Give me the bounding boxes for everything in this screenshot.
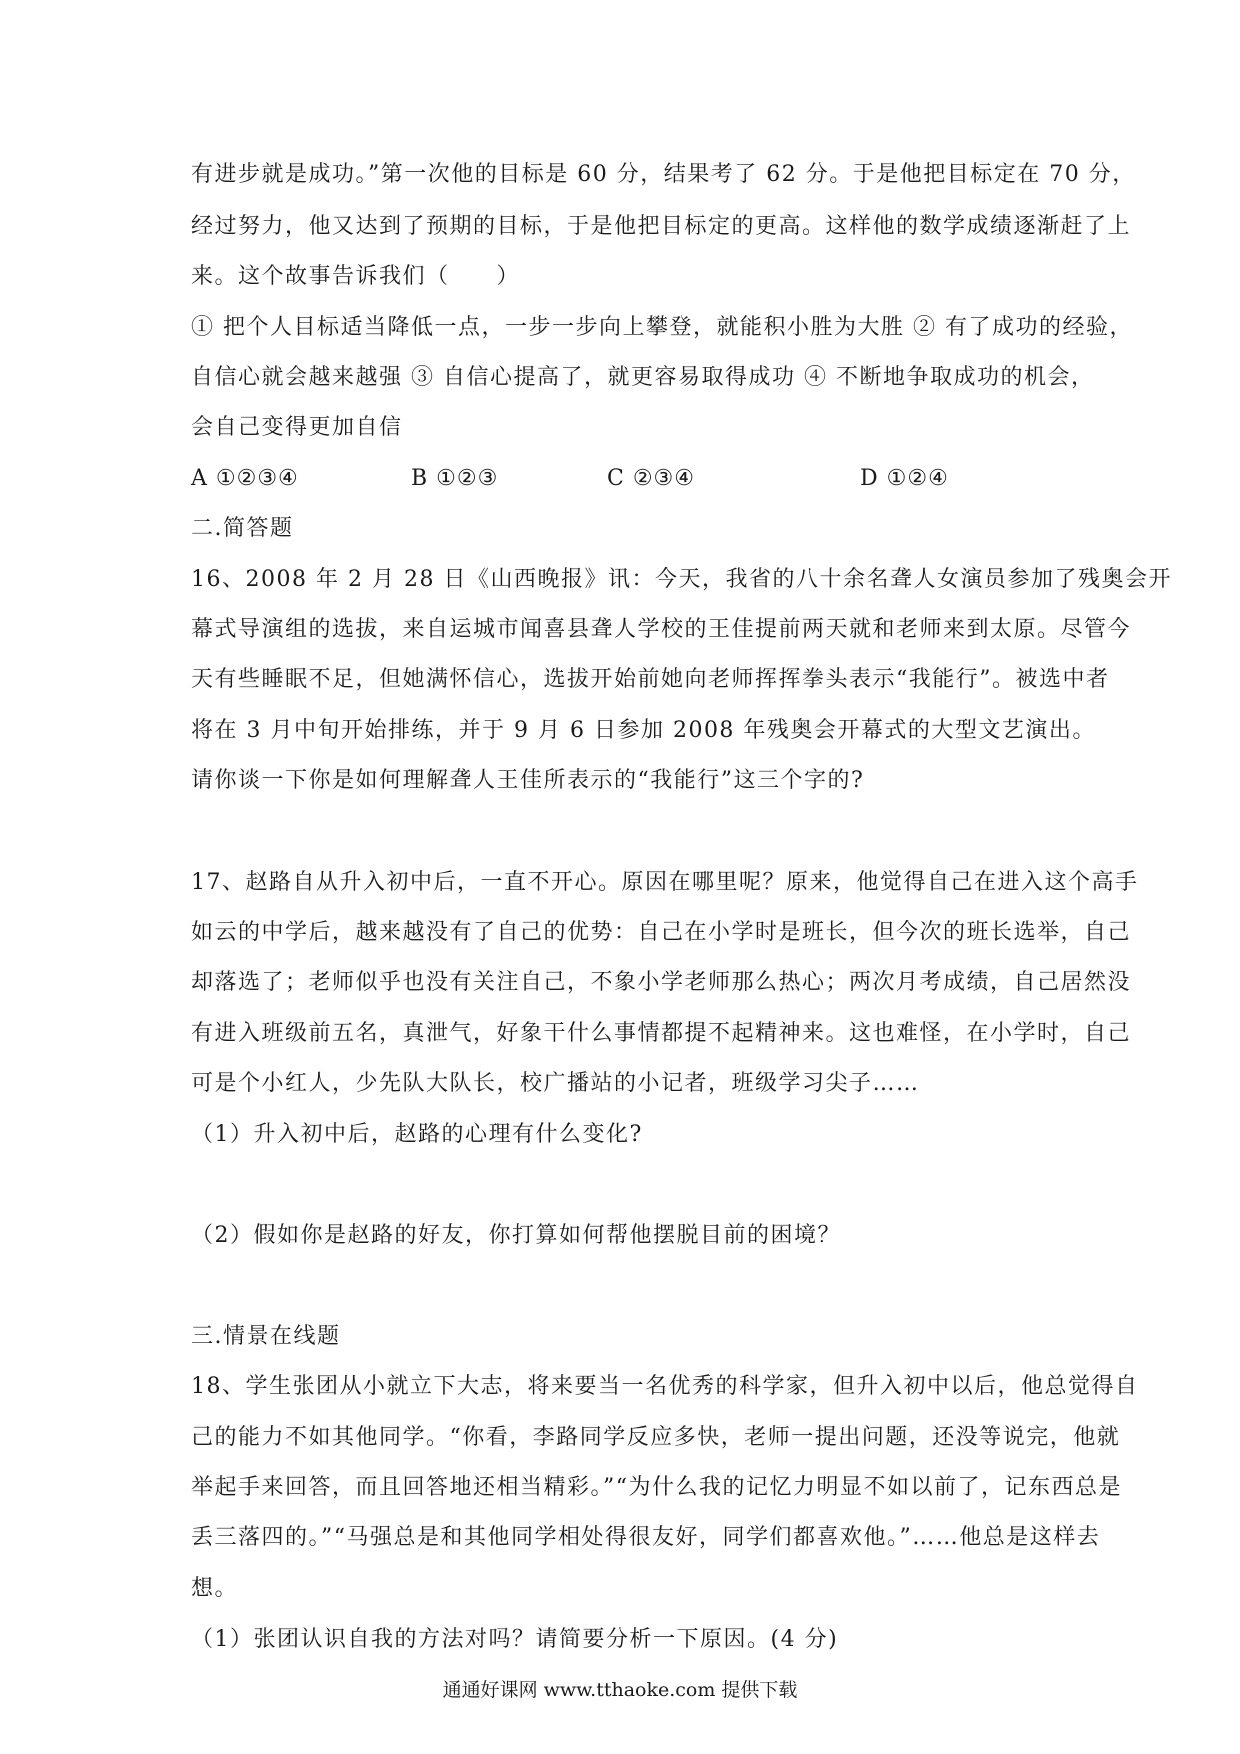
option-c: C ②③④ xyxy=(607,466,695,491)
q16-question: 请你谈一下你是如何理解聋人王佳所表示的“我能行”这三个字的? xyxy=(191,768,865,793)
q15-stem-line: 有进步就是成功。”第一次他的目标是 60 分，结果考了 62 分。于是他把目标定在 70 分， xyxy=(191,162,1136,187)
q15-choice-line: 自信心就会越来越强 ③ 自信心提高了，就更容易取得成功 ④ 不断地争取成功的机会， xyxy=(191,365,1095,390)
q15-choice-line: ① 把个人目标适当降低一点，一步一步向上攀登，就能积小胜为大胜 ② 有了成功的经验， xyxy=(191,315,1133,340)
q18-line: 想。 xyxy=(191,1576,239,1601)
q17-line: 如云的中学后，越来越没有了自己的优势：自己在小学时是班长，但今次的班长选举，自己 xyxy=(191,920,1132,945)
q17-line: 17、赵路自从升入初中后，一直不开心。原因在哪里呢？原来，他觉得自己在进入这个高手 xyxy=(191,870,1139,895)
option-b: B ①②③ xyxy=(411,466,499,491)
q18-line: 己的能力不如其他同学。“你看，李路同学反应多快，老师一提出问题，还没等说完，他就 xyxy=(191,1425,1121,1450)
q17-line: 却落选了；老师似乎也没有关注自己，不象小学老师那么热心；两次月考成绩，自己居然没 xyxy=(191,970,1132,995)
q17-line: 有进入班级前五名，真泄气，好象干什么事情都提不起精神来。这也难怪，在小学时，自己 xyxy=(191,1021,1132,1046)
q18-sub-question: （1）张团认识自我的方法对吗？请简要分析一下原因。(4 分) xyxy=(191,1627,839,1652)
q17-sub-question: （2）假如你是赵路的好友，你打算如何帮他摆脱目前的困境？ xyxy=(191,1223,841,1248)
q18-line: 丢三落四的。”“马强总是和其他同学相处得很友好，同学们都喜欢他。”……他总是这样去 xyxy=(191,1525,1101,1550)
section-heading: 二.简答题 xyxy=(191,516,294,541)
q15-choice-line: 会自己变得更加自信 xyxy=(191,415,403,440)
option-d: D ①②④ xyxy=(860,466,949,491)
q16-line: 16、2008 年 2 月 28 日《山西晚报》讯：今天，我省的八十余名聋人女演员参加了残奥会开 xyxy=(191,567,1172,592)
q18-line: 18、学生张团从小就立下大志，将来要当一名优秀的科学家，但升入初中以后，他总觉得自 xyxy=(191,1374,1139,1399)
q17-line: 可是个小红人，少先队大队长，校广播站的小记者，班级学习尖子…… xyxy=(191,1071,920,1096)
section-heading: 三.情景在线题 xyxy=(191,1324,341,1349)
q16-line: 将在 3 月中旬开始排练，并于 9 月 6 日参加 2008 年残奥会开幕式的大型文艺演出。 xyxy=(191,718,1096,743)
option-a: A ①②③④ xyxy=(191,466,299,491)
q15-stem-line: 经过努力，他又达到了预期的目标，于是他把目标定的更高。这样他的数学成绩逐渐赶了上 xyxy=(191,214,1132,239)
q16-line: 幕式导演组的选拔，来自运城市闻喜县聋人学校的王佳提前两天就和老师来到太原。尽管今 xyxy=(191,617,1132,642)
footer-source: 通通好课网 www.tthaoke.com 提供下载 xyxy=(442,1679,798,1701)
q15-stem-line: 来。这个故事告诉我们（ ） xyxy=(191,264,521,289)
q17-sub-question: （1）升入初中后，赵路的心理有什么变化? xyxy=(191,1122,643,1147)
q16-line: 天有些睡眠不足，但她满怀信心，选拔开始前她向老师挥挥拳头表示“我能行”。被选中者 xyxy=(191,667,1110,692)
q18-line: 举起手来回答，而且回答地还相当精彩。”“为什么我的记忆力明显不如以前了，记东西总是 xyxy=(191,1475,1122,1500)
